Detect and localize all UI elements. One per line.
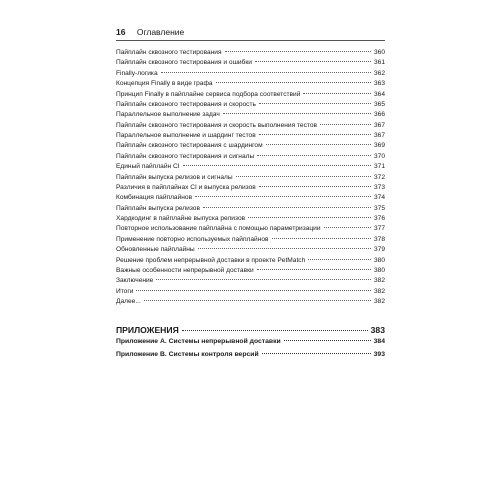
- toc-entry-page: 382: [373, 298, 385, 305]
- leader-dots: [136, 290, 371, 291]
- toc-entry-page: 370: [373, 152, 385, 160]
- toc-entry-title: Хардкодинг в пайплайне выпуска релизов: [116, 215, 246, 222]
- toc-entry: [116, 224, 385, 234]
- toc-entry-title: Решение проблем непрерывной доставки в проекте PetMatch: [116, 256, 306, 264]
- toc-entry-title: Пайплайн сквозного тестирования с шардингом: [116, 142, 263, 150]
- leader-dots: [183, 165, 371, 166]
- toc-entry-title: Обновленные пайплайны: [116, 246, 195, 254]
- leader-dots: [216, 82, 371, 83]
- leader-dots: [262, 353, 371, 354]
- toc-entry: [116, 141, 385, 151]
- toc-entry: [116, 245, 385, 255]
- toc-entry-page: 371: [373, 163, 385, 171]
- leader-dots: [259, 186, 371, 187]
- toc-entry: [116, 131, 385, 141]
- toc-entry-title: Заключение: [116, 277, 154, 285]
- toc-entry: [116, 152, 385, 162]
- toc-list: [116, 48, 385, 307]
- leader-dots: [320, 124, 371, 125]
- toc-entry-title: Концепция Finally в виде графа: [116, 80, 213, 88]
- appendix-page: 384: [373, 338, 385, 345]
- toc-entry-title: Пайплайн сквозного тестирования и скорость: [116, 100, 256, 108]
- toc-entry-page: 382: [373, 287, 385, 295]
- leader-dots: [303, 93, 371, 94]
- appendix-entry: [116, 338, 385, 345]
- toc-entry-title: Повторное использование пайплайна с помощью параметризации: [116, 225, 321, 233]
- leader-dots: [308, 259, 371, 260]
- toc-entry-title: Итоги: [116, 287, 134, 295]
- leader-dots: [259, 134, 371, 135]
- leader-dots: [272, 238, 371, 239]
- toc-entry-page: 379: [373, 246, 385, 254]
- toc-entry-page: 361: [373, 59, 385, 67]
- page-header: [116, 27, 184, 37]
- toc-entry-page: 372: [373, 173, 385, 181]
- toc-entry-page: 373: [373, 183, 385, 191]
- toc-entry: [116, 79, 385, 89]
- leader-dots: [144, 300, 371, 301]
- toc-entry-title: Пайплайн сквозного тестирования и сигналы: [116, 152, 255, 160]
- toc-entry-title: Принцип Finally в пайплайне сервиса подбора соответствий: [116, 90, 301, 98]
- leader-dots: [156, 279, 371, 280]
- leader-dots: [257, 269, 371, 270]
- page-number: 16: [116, 27, 126, 37]
- leader-dots: [198, 248, 371, 249]
- header-rule: [116, 40, 385, 41]
- toc-entry-title: Параллельное выполнение и шардинг тестов: [116, 132, 256, 139]
- toc-entry: [116, 193, 385, 203]
- toc-entry-title: Finally-логика: [116, 69, 158, 77]
- toc-entry-title: Пайплайн сквозного тестирования и скорость выполнения тестов: [116, 121, 317, 129]
- leader-dots: [248, 217, 371, 218]
- section-title: ПРИЛОЖЕНИЯ: [116, 325, 179, 335]
- toc-entry: [116, 100, 385, 110]
- toc-entry-page: 380: [373, 266, 385, 274]
- toc-entry-title: Единый пайплайн CI: [116, 163, 180, 171]
- toc-entry-page: 367: [373, 121, 385, 129]
- leader-dots: [195, 196, 371, 197]
- toc-entry-page: 364: [373, 90, 385, 98]
- toc-entry-page: 369: [373, 142, 385, 150]
- toc-entry: [116, 90, 385, 100]
- toc-entry: [116, 162, 385, 172]
- header-title: Оглавление: [136, 27, 185, 37]
- toc-entry: [116, 183, 385, 193]
- leader-dots: [255, 61, 371, 62]
- leader-dots: [266, 144, 371, 145]
- toc-entry: [116, 297, 385, 307]
- section-page: 383: [370, 325, 385, 335]
- toc-entry: [116, 214, 385, 224]
- toc-entry: [116, 69, 385, 79]
- toc-entry-title: Различия в пайплайнах CI и выпуска релизов: [116, 183, 256, 191]
- toc-entry-page: 365: [373, 100, 385, 108]
- toc-entry-title: Комбинация пайплайнов: [116, 194, 193, 202]
- toc-entry: [116, 287, 385, 297]
- toc-entry-title: Далее...: [116, 298, 141, 305]
- toc-entry: [116, 235, 385, 245]
- toc-entry: [116, 204, 385, 214]
- leader-dots: [259, 103, 371, 104]
- toc-entry-title: Пайплайн выпуска релизов и сигналы: [116, 173, 233, 181]
- leader-dots: [225, 51, 371, 52]
- toc-entry: [116, 266, 385, 276]
- toc-entry-page: 374: [373, 194, 385, 202]
- leader-dots: [182, 330, 368, 331]
- toc-entry-page: 375: [373, 204, 385, 212]
- toc-entry: [116, 48, 385, 58]
- appendix-title: Приложение В. Системы контроля версий: [116, 351, 259, 358]
- toc-entry-title: Пайплайн выпуска релизов: [116, 204, 200, 212]
- toc-entry-title: Применение повторно используемых пайплайнов: [116, 235, 269, 243]
- toc-entry: [116, 58, 385, 68]
- leader-dots: [324, 227, 371, 228]
- leader-dots: [223, 113, 371, 114]
- toc-entry-page: 363: [373, 80, 385, 88]
- leader-dots: [203, 207, 371, 208]
- toc-entry-page: 367: [373, 132, 385, 139]
- toc-entry: [116, 121, 385, 131]
- toc-entry-title: Пайплайн сквозного тестирования: [116, 49, 222, 56]
- toc-entry-title: Параллельное выполнение задач: [116, 111, 220, 119]
- toc-entry: [116, 173, 385, 183]
- toc-entry-page: 360: [373, 49, 385, 56]
- section-heading: [116, 325, 385, 335]
- toc-entry-page: 382: [373, 277, 385, 285]
- toc-entry-page: 376: [373, 215, 385, 222]
- toc-entry-title: Важные особенности непрерывной доставки: [116, 266, 254, 274]
- toc-entry-page: 377: [373, 225, 385, 233]
- toc-entry: [116, 276, 385, 286]
- toc-entry-title: Пайплайн сквозного тестирования и ошибки: [116, 59, 252, 67]
- toc-entry-page: 362: [373, 69, 385, 77]
- appendix-page: 393: [373, 351, 385, 358]
- leader-dots: [161, 72, 371, 73]
- toc-entry-page: 366: [373, 111, 385, 119]
- leader-dots: [236, 176, 371, 177]
- leader-dots: [257, 155, 371, 156]
- toc-entry: [116, 110, 385, 120]
- toc-entry-page: 380: [373, 256, 385, 264]
- toc-entry-page: 378: [373, 235, 385, 243]
- toc-entry: [116, 256, 385, 266]
- leader-dots: [284, 340, 371, 341]
- appendix-title: Приложение А. Системы непрерывной доставки: [116, 338, 281, 345]
- appendix-entry: [116, 351, 385, 358]
